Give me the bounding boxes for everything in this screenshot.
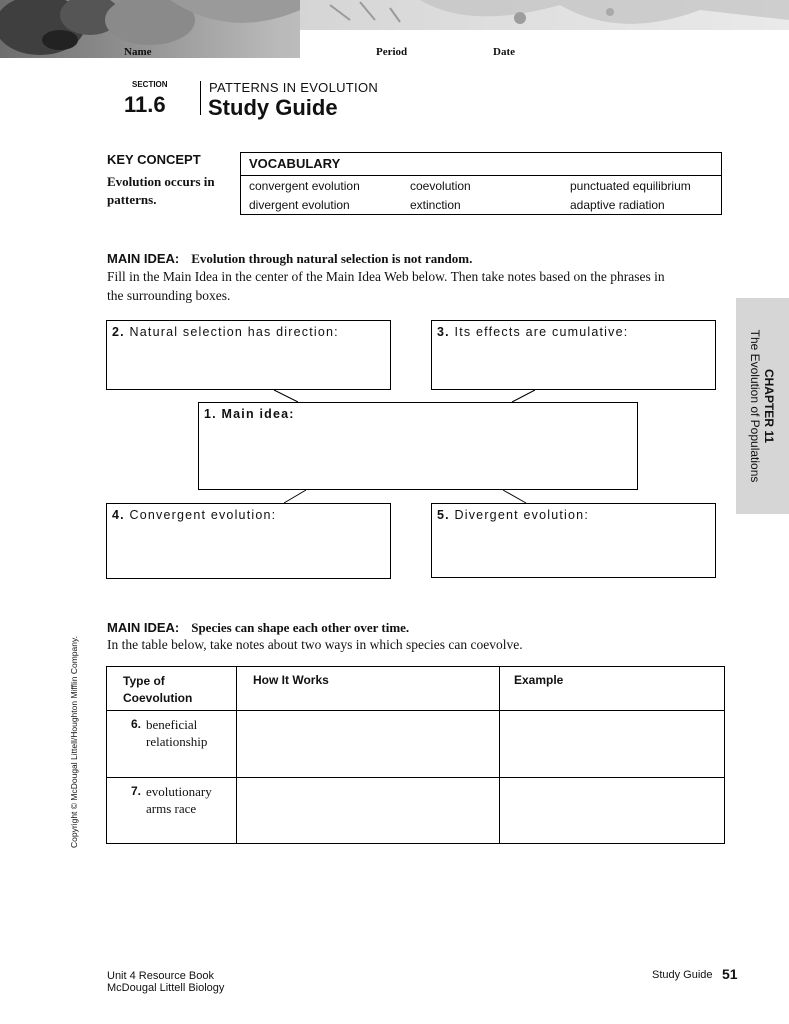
vocab-term: convergent evolution <box>249 179 360 193</box>
web-box-1-main-idea[interactable] <box>198 402 638 490</box>
main-idea-label: MAIN IDEA: <box>107 620 180 635</box>
chapter-label: CHAPTER 11 <box>762 368 776 444</box>
example-cell[interactable] <box>500 778 725 844</box>
box-label: Natural selection has direction: <box>129 325 339 339</box>
header-type-line2: Coevolution <box>123 691 193 705</box>
copyright-notice: Copyright © McDougal Littell/Houghton Mifflin Company. <box>69 636 79 848</box>
vocab-term: coevolution <box>410 179 471 193</box>
row-type-line1: beneficial <box>146 717 198 732</box>
main-idea-text: Evolution through natural selection is not random. <box>191 251 473 266</box>
box-number: 5. <box>437 508 450 522</box>
chapter-side-tab-text <box>748 330 776 483</box>
how-it-works-cell[interactable] <box>237 778 500 844</box>
box-label: Its effects are cumulative: <box>454 325 629 339</box>
box-number: 1. <box>204 407 217 421</box>
vocab-term: extinction <box>410 198 461 212</box>
footer-left <box>107 970 224 994</box>
name-label: Name <box>124 46 152 58</box>
row-number: 7. <box>131 784 142 798</box>
key-concept-title: KEY CONCEPT <box>107 152 201 167</box>
main-idea-1-instructions: Fill in the Main Idea in the center of the Main Idea Web below. Then take notes based on the phrases in the surrounding boxes. <box>107 269 665 303</box>
box-label: Convergent evolution: <box>129 508 277 522</box>
footer-publisher: McDougal Littell Biology <box>107 982 225 994</box>
header-type-line1: Type of <box>123 674 165 688</box>
row-type-line1: evolutionary <box>146 784 212 799</box>
row-type-line2: relationship <box>146 734 208 749</box>
box-number: 3. <box>437 325 450 339</box>
section-label: SECTION <box>132 80 168 89</box>
box-label: Main idea: <box>221 407 295 421</box>
section-number: 11.6 <box>124 92 166 117</box>
vocab-term: adaptive radiation <box>570 198 665 212</box>
web-box-5[interactable] <box>431 503 716 578</box>
key-concept-text: Evolution occurs in patterns. <box>107 174 215 207</box>
box-label: Divergent evolution: <box>454 508 589 522</box>
main-idea-text: Species can shape each other over time. <box>191 620 410 635</box>
coevolution-table <box>106 666 725 844</box>
box-number: 2. <box>112 325 125 339</box>
period-label: Period <box>376 46 408 58</box>
vocab-term: punctuated equilibrium <box>570 179 691 193</box>
vocab-term: divergent evolution <box>249 198 350 212</box>
example-cell[interactable] <box>500 711 725 778</box>
page-title: Study Guide <box>208 95 338 120</box>
footer-right-label: Study Guide <box>652 969 713 981</box>
header-how-it-works: How It Works <box>253 673 329 687</box>
row-type-line2: arms race <box>146 801 197 816</box>
web-box-3[interactable] <box>431 320 716 390</box>
table-row <box>107 711 725 778</box>
row-number: 6. <box>131 717 142 731</box>
main-idea-2-instructions: In the table below, take notes about two ways in which species can coevolve. <box>107 637 523 652</box>
web-box-2[interactable] <box>106 320 391 390</box>
web-box-4[interactable] <box>106 503 391 579</box>
main-idea-label: MAIN IDEA: <box>107 251 180 266</box>
table-row <box>107 778 725 844</box>
table-header-row <box>107 667 725 711</box>
how-it-works-cell[interactable] <box>237 711 500 778</box>
box-number: 4. <box>112 508 125 522</box>
vocabulary-title: VOCABULARY <box>249 156 341 171</box>
chapter-title: The Evolution of Populations <box>748 329 762 483</box>
page-number: 51 <box>722 966 738 982</box>
section-topic: PATTERNS IN EVOLUTION <box>209 80 379 95</box>
header-example: Example <box>514 673 564 687</box>
date-label: Date <box>493 46 515 58</box>
footer-book: Unit 4 Resource Book <box>107 970 214 982</box>
